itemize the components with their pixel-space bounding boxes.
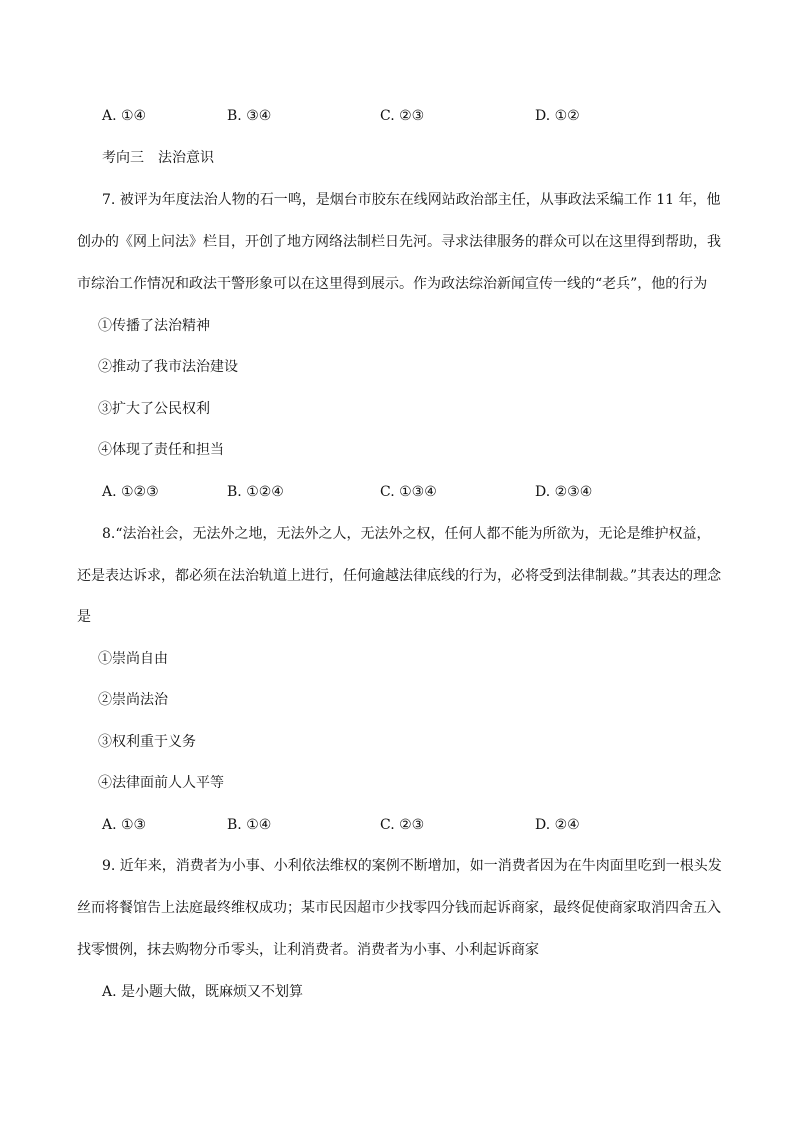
q8-option-b: B. ①④ xyxy=(227,817,272,833)
q8-item-1: ①崇尚自由 xyxy=(98,651,168,667)
q7-option-a: A. ①②③ xyxy=(102,484,159,500)
q7-item-2: ②推动了我市法治建设 xyxy=(98,359,238,375)
q7-option-c: C. ①③④ xyxy=(380,484,437,500)
q6-option-a: A. ①④ xyxy=(102,108,147,124)
q9-stem-line-1: 9. 近年来，消费者为小事、小利依法维权的案例不断增加，如一消费者因为在牛肉面里吃到一根头发 xyxy=(102,858,722,874)
q7-item-3: ③扩大了公民权利 xyxy=(98,401,210,417)
q6-option-b: B. ③④ xyxy=(227,108,272,124)
q9-stem-line-3: 找零惯例，抹去购物分币零头，让利消费者。消费者为小事、小利起诉商家 xyxy=(77,942,539,958)
q6-option-d: D. ①② xyxy=(535,108,580,124)
q7-stem-line-3: 市综治工作情况和政法干警形象可以在这里得到展示。作为政法综治新闻宣传一线的“老兵”，他的行为 xyxy=(77,276,708,292)
q7-item-1: ①传播了法治精神 xyxy=(98,318,210,334)
q8-stem-line-2: 还是表达诉求，都必须在法治轨道上进行，任何逾越法律底线的行为，必将受到法律制裁。”其表达的理念 xyxy=(77,568,722,584)
q7-option-d: D. ②③④ xyxy=(535,484,593,500)
q8-options-row xyxy=(102,815,722,835)
section-title: 考向三 法治意识 xyxy=(102,150,214,166)
q7-stem-line-1: 7. 被评为年度法治人物的石一鸣，是烟台市胶东在线网站政治部主任，从事政法采编工作 11 年，他 xyxy=(102,192,721,208)
q7-option-b: B. ①②④ xyxy=(227,484,284,500)
q7-options-row xyxy=(102,482,722,502)
q9-stem-line-2: 丝而将餐馆告上法庭最终维权成功；某市民因超市少找零四分钱而起诉商家，最终促使商家取消四舍五入 xyxy=(77,900,721,916)
q7-stem-line-2: 创办的《网上问法》栏目，开创了地方网络法制栏日先河。寻求法律服务的群众可以在这里得到帮助，我 xyxy=(77,234,721,250)
q6-option-c: C. ②③ xyxy=(380,108,425,124)
q8-item-4: ④法律面前人人平等 xyxy=(98,775,224,791)
q8-option-d: D. ②④ xyxy=(535,817,580,833)
q8-option-c: C. ②③ xyxy=(380,817,425,833)
q7-item-4: ④体现了责任和担当 xyxy=(98,442,224,458)
q8-option-a: A. ①③ xyxy=(102,817,147,833)
q8-stem-line-3: 是 xyxy=(77,609,91,625)
q8-stem-line-1: 8.“法治社会，无法外之地，无法外之人，无法外之权，任何人都不能为所欲为，无论是维护权益， xyxy=(102,526,711,542)
q9-option-a: A. 是小题大做，既麻烦又不划算 xyxy=(102,984,304,1000)
q6-options-row xyxy=(102,106,722,126)
q8-item-2: ②崇尚法治 xyxy=(98,692,168,708)
q8-item-3: ③权利重于义务 xyxy=(98,734,196,750)
